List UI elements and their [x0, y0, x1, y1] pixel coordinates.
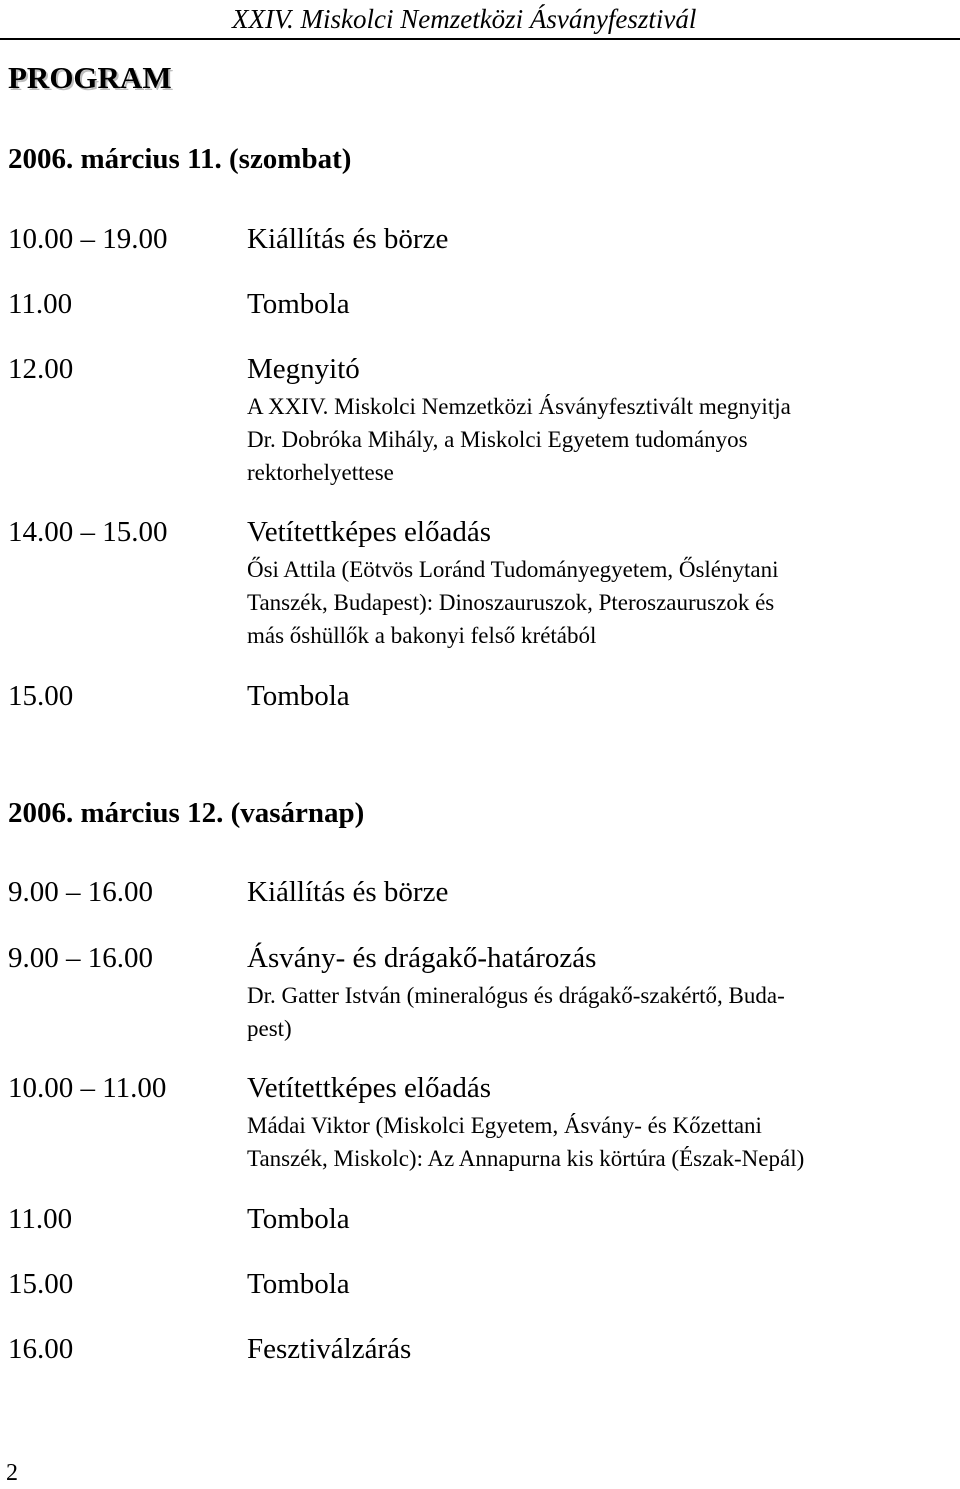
entry-description-line: Dr. Gatter István (mineralógus és drágakő-szakértő, Buda- [247, 983, 785, 1008]
header-title: XXIV. Miskolci Nemzetközi Ásványfesztivál [232, 4, 697, 34]
entry-event: Ásvány- és drágakő-határozás [247, 942, 597, 974]
entry-description-line: Dr. Dobróka Mihály, a Miskolci Egyetem tudományos [247, 427, 748, 452]
entry-description-line: Ősi Attila (Eötvös Loránd Tudományegyetem, Őslénytani [247, 557, 779, 582]
entry-time: 12.00 [8, 353, 74, 385]
entry-description [247, 390, 950, 489]
header-rule [0, 38, 960, 40]
entry-event: Kiállítás és börze [247, 223, 449, 255]
entry-event: Tombola [247, 680, 350, 712]
page-number: 2 [6, 1460, 18, 1486]
entry-event: Tombola [247, 1203, 350, 1235]
day-heading-saturday: 2006. március 11. (szombat) [8, 143, 352, 175]
entry-description [247, 1109, 950, 1175]
entry-event: Tombola [247, 1268, 350, 1300]
day-heading-sunday: 2006. március 12. (vasárnap) [8, 797, 365, 829]
entry-description [247, 553, 950, 652]
entry-description-line: más őshüllők a bakonyi felső krétából [247, 623, 597, 648]
entry-description-line: A XXIV. Miskolci Nemzetközi Ásványfesztivált megnyitja [247, 394, 791, 419]
entry-time: 14.00 – 15.00 [8, 516, 168, 548]
entry-description-line: rektorhelyettese [247, 460, 394, 485]
entry-time: 15.00 [8, 680, 74, 712]
entry-time: 16.00 [8, 1333, 74, 1365]
entry-time: 15.00 [8, 1268, 74, 1300]
entry-time: 9.00 – 16.00 [8, 876, 153, 908]
entry-description [247, 979, 950, 1045]
entry-event: Vetítettképes előadás [247, 1072, 491, 1104]
entry-event: Fesztiválzárás [247, 1333, 412, 1365]
entry-description-line: Tanszék, Budapest): Dinoszauruszok, Pteroszauruszok és [247, 590, 775, 615]
entry-description-line: pest) [247, 1016, 292, 1041]
entry-description-line: Tanszék, Miskolc): Az Annapurna kis körtúra (Észak-Nepál) [247, 1146, 805, 1171]
entry-event: Megnyitó [247, 353, 360, 385]
program-heading: PROGRAM [8, 60, 172, 95]
entry-event: Vetítettképes előadás [247, 516, 491, 548]
entry-time: 11.00 [8, 1203, 73, 1235]
entry-time: 10.00 – 19.00 [8, 223, 168, 255]
entry-time: 9.00 – 16.00 [8, 942, 153, 974]
entry-time: 10.00 – 11.00 [8, 1072, 167, 1104]
entry-event: Kiállítás és börze [247, 876, 449, 908]
entry-description-line: Mádai Viktor (Miskolci Egyetem, Ásvány- és Kőzettani [247, 1113, 762, 1138]
entry-event: Tombola [247, 288, 350, 320]
entry-time: 11.00 [8, 288, 73, 320]
